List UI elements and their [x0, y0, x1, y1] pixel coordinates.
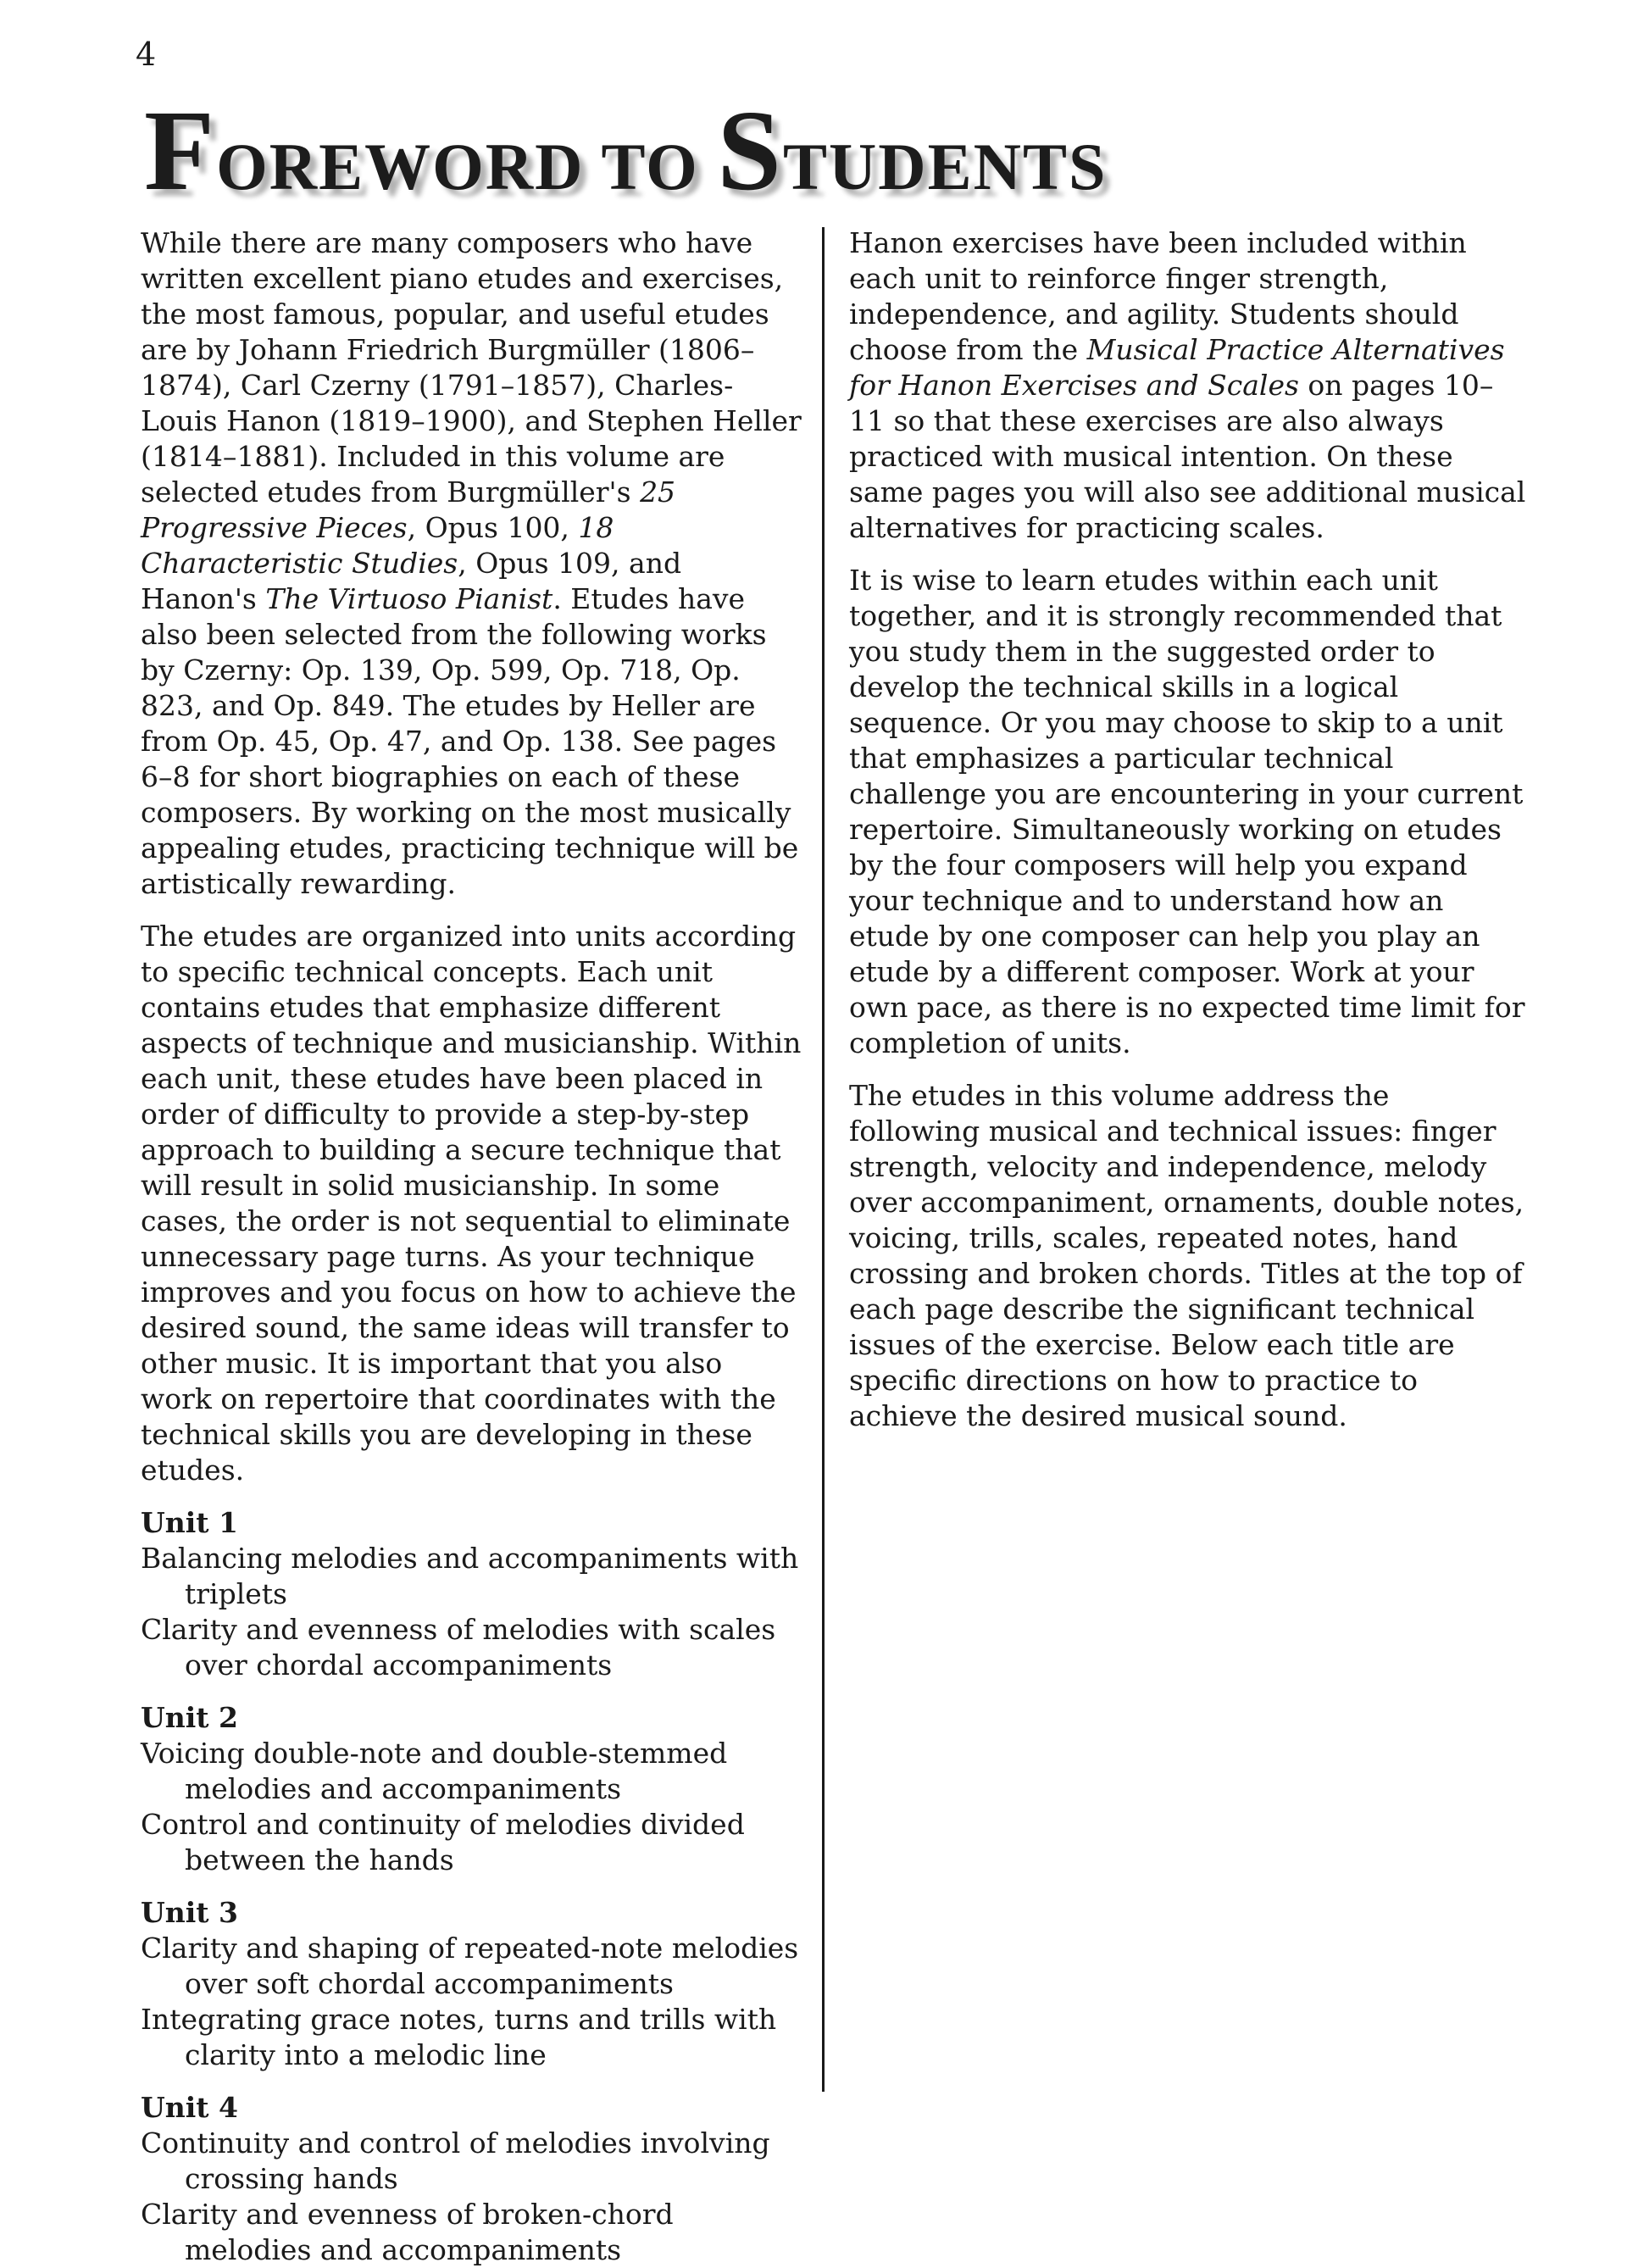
italic-title: Musical Practice Alternatives for Hanon Exercises and Scales	[849, 333, 1505, 402]
unit-item: Voicing double-note and double-stemmed melodies and accompaniments	[141, 1737, 728, 1805]
page-number: 4	[136, 36, 157, 73]
units-paragraph: The etudes are organized into units according to specific technical concepts. Each unit contains etudes that emphasize different aspects of technique and musicianship. Within each unit, these etudes have been placed in order of difficulty to provide a step-by-step approach to building a secure technique that will result in solid musicianship. In some cases, the order is not sequential to eliminate unnecessary page turns. As your technique improves and you focus on how to achieve the desired sound, the same ideas will transfer to other music. It is important that you also work on repertoire that coordinates with the technical skills you are developing in these etudes.	[141, 920, 802, 1487]
unit-1	[141, 1505, 802, 1683]
page-title	[144, 87, 1108, 214]
unit-item: Integrating grace notes, turns and trills with clarity into a melodic line	[141, 2003, 777, 2071]
unit-item: Balancing melodies and accompaniments with triplets	[141, 1542, 799, 1610]
title-text-part-2: TUDENTS	[782, 130, 1108, 203]
study-order-paragraph: It is wise to learn etudes within each unit together, and it is strongly recommended that you study them in the suggested order to develop the technical skills in a logical sequence. Or you may choose to skip to a unit that emphasizes a particular technical challenge you are encountering in your current repertoire. Simultaneously working on etudes by the four composers will help you expand your technique and to understand how an etude by one composer can help you play an etude by a different composer. Work at your own pace, as there is no expected time limit for completion of units.	[849, 564, 1525, 1059]
text-run: , Opus 100,	[407, 511, 579, 544]
unit-heading: Unit 4	[141, 2091, 239, 2124]
left-column	[141, 225, 802, 2268]
text-run: . Etudes have also been selected from the following works by Czerny: Op. 139, Op. 599, Op. 718, Op. 823, and Op. 849. The etudes by Heller are from Op. 45, Op. 47, and Op. 138. See pages 6–8 for short biographies on each of these composers. By working on the most musically appealing etudes, practicing technique will be artistically rewarding.	[141, 582, 799, 900]
hanon-paragraph	[849, 225, 1527, 546]
text-run: on pages 10–11 so that these exercises are also always practiced with musical intention. On these same pages you will also see additional musical alternatives for practicing scales.	[849, 369, 1526, 544]
intro-paragraph	[141, 225, 802, 902]
unit-heading: Unit 1	[141, 1506, 239, 1539]
text-run: , Opus 109, and Hanon's	[141, 547, 682, 615]
right-column	[849, 225, 1527, 1451]
unit-item: Clarity and shaping of repeated-note melodies over soft chordal accompaniments	[141, 1932, 799, 2000]
column-divider	[822, 227, 825, 2092]
unit-item: Continuity and control of melodies involving crossing hands	[141, 2126, 770, 2195]
unit-3	[141, 1895, 802, 2073]
unit-heading: Unit 3	[141, 1896, 239, 1929]
title-initial-s: S	[717, 87, 783, 214]
text-run: Hanon exercises have been included within each unit to reinforce finger strength, independence, and agility. Students should choose from the	[849, 226, 1467, 366]
unit-item: Clarity and evenness of broken-chord melodies and accompaniments	[141, 2198, 674, 2266]
italic-title: 18 Characteristic Studies	[141, 511, 614, 580]
italic-title: The Virtuoso Pianist	[265, 582, 553, 615]
title-text-part-1: OREWORD TO	[216, 130, 718, 203]
unit-4	[141, 2090, 802, 2268]
issues-paragraph: The etudes in this volume address the following musical and technical issues: finger strength, velocity and independence, melody over accompaniment, ornaments, double notes, voicing, trills, scales, repeated notes, hand crossing and broken chords. Titles at the top of each page describe the significant technical issues of the exercise. Below each title are specific directions on how to practice to achieve the desired musical sound.	[849, 1079, 1524, 1432]
unit-item: Clarity and evenness of melodies with scales over chordal accompaniments	[141, 1613, 776, 1682]
unit-2	[141, 1700, 802, 1878]
italic-title: 25 Progressive Pieces	[141, 475, 676, 544]
title-initial-f: F	[144, 87, 217, 214]
unit-item: Control and continuity of melodies divided between the hands	[141, 1808, 745, 1876]
unit-heading: Unit 2	[141, 1701, 239, 1734]
text-run: While there are many composers who have written excellent piano etudes and exercises, the most famous, popular, and useful etudes are by Johann Friedrich Burgmüller (1806–1874), Carl Czerny (1791–1857), Charles-Louis Hanon (1819–1900), and Stephen Heller (1814–1881). Included in this volume are selected etudes from Burgmüller's	[141, 226, 802, 509]
